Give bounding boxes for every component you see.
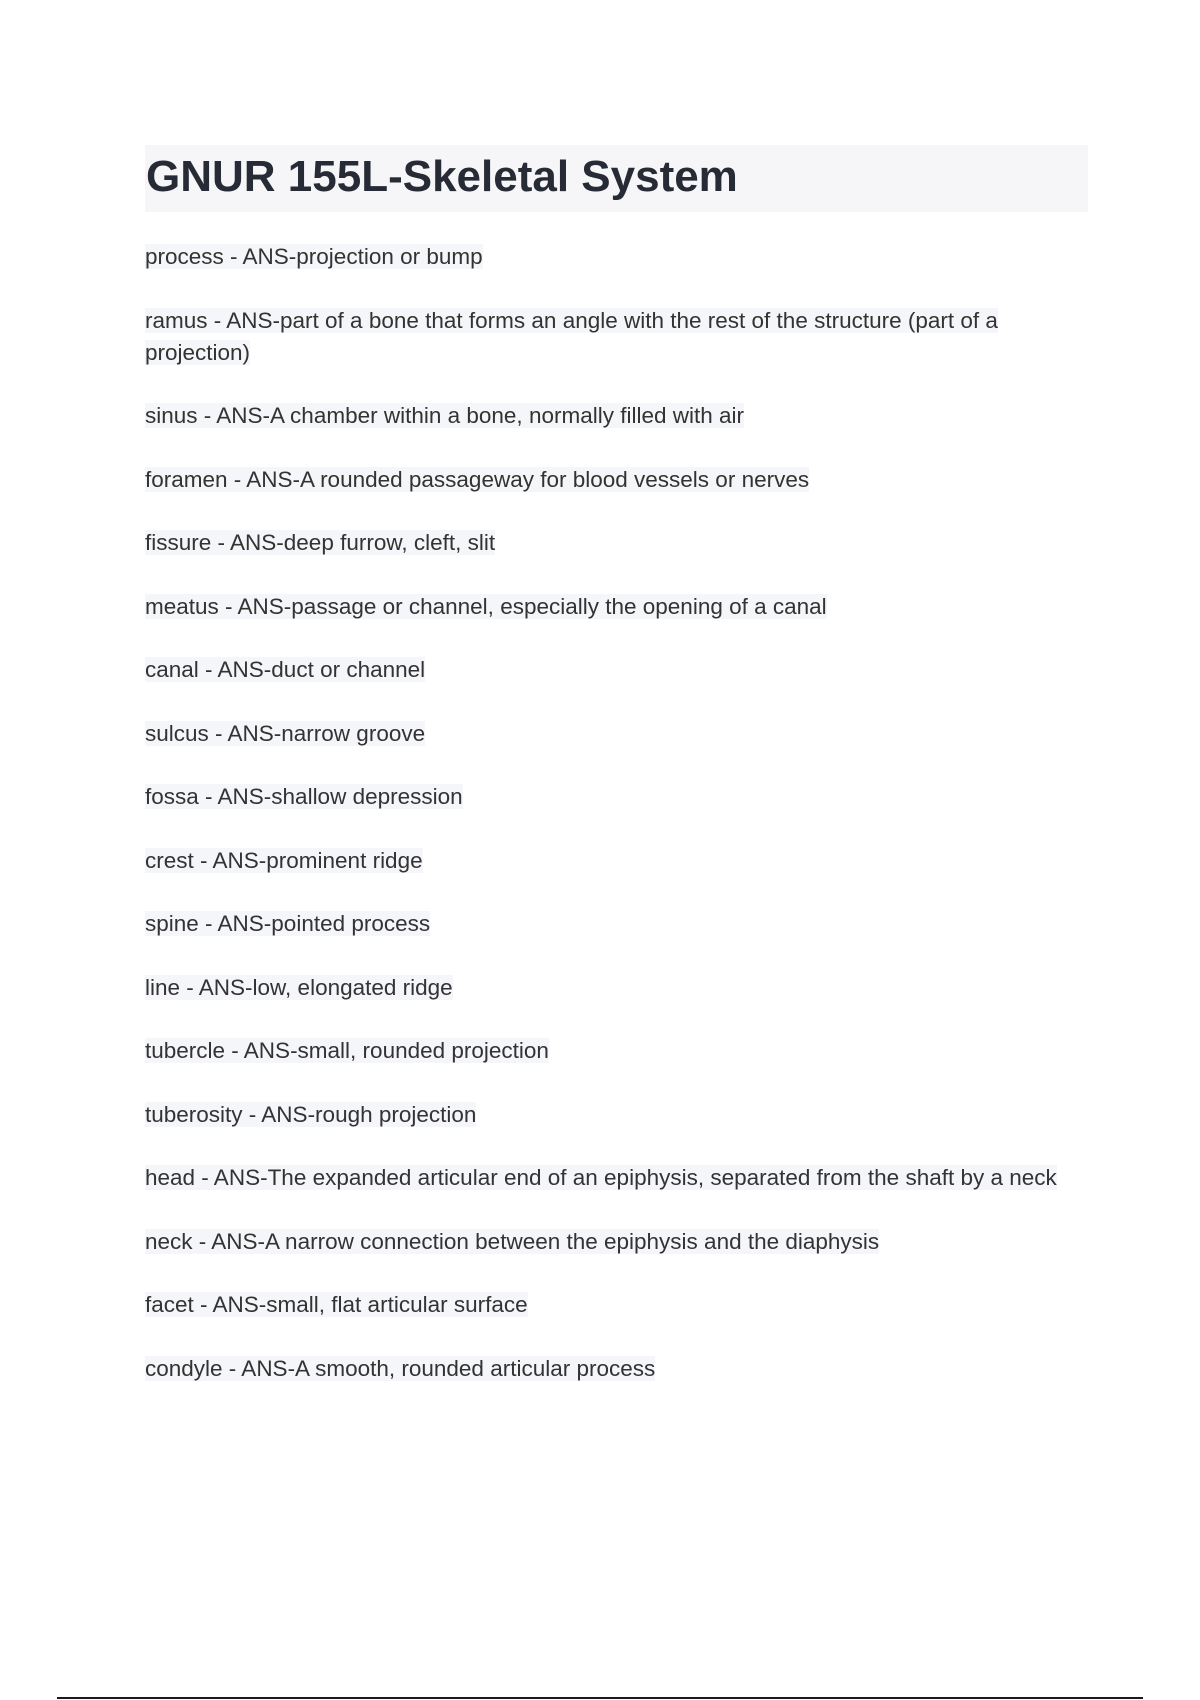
term-list bbox=[145, 241, 1085, 1416]
list-item bbox=[145, 1099, 1085, 1131]
term-definition: neck - ANS-A narrow connection between the epiphysis and the diaphysis bbox=[145, 1228, 880, 1254]
list-item bbox=[145, 1035, 1085, 1067]
list-item bbox=[145, 527, 1085, 559]
term-definition: head - ANS-The expanded articular end of an epiphysis, separated from the shaft by a neck bbox=[145, 1165, 1057, 1190]
term-definition: meatus - ANS-passage or channel, especially the opening of a canal bbox=[145, 593, 827, 619]
list-item bbox=[145, 1226, 1085, 1258]
term-definition: foramen - ANS-A rounded passageway for blood vessels or nerves bbox=[145, 466, 810, 492]
term-definition: spine - ANS-pointed process bbox=[145, 911, 431, 936]
list-item bbox=[145, 591, 1085, 623]
term-definition: crest - ANS-prominent ridge bbox=[145, 847, 423, 873]
list-item bbox=[145, 1289, 1085, 1321]
footer-divider bbox=[57, 1697, 1143, 1699]
term-definition: tuberosity - ANS-rough projection bbox=[145, 1101, 477, 1127]
list-item bbox=[145, 845, 1085, 877]
term-definition: line - ANS-low, elongated ridge bbox=[145, 974, 453, 1000]
list-item bbox=[145, 781, 1085, 813]
term-definition: ramus - ANS-part of a bone that forms an angle with the rest of the structure (part of a projection) bbox=[145, 307, 998, 365]
list-item bbox=[145, 908, 1085, 940]
list-item bbox=[145, 241, 1085, 273]
page-title: GNUR 155L-Skeletal System bbox=[146, 152, 738, 201]
term-definition: tubercle - ANS-small, rounded projection bbox=[145, 1038, 549, 1063]
list-item bbox=[145, 400, 1085, 432]
term-definition: fissure - ANS-deep furrow, cleft, slit bbox=[145, 530, 496, 555]
term-definition: facet - ANS-small, flat articular surface bbox=[145, 1292, 528, 1317]
list-item bbox=[145, 1162, 1085, 1194]
term-definition: sulcus - ANS-narrow groove bbox=[145, 720, 426, 746]
list-item bbox=[145, 972, 1085, 1004]
term-definition: fossa - ANS-shallow depression bbox=[145, 784, 463, 809]
list-item bbox=[145, 654, 1085, 686]
term-definition: sinus - ANS-A chamber within a bone, normally filled with air bbox=[145, 403, 745, 428]
list-item bbox=[145, 464, 1085, 496]
list-item bbox=[145, 718, 1085, 750]
term-definition: condyle - ANS-A smooth, rounded articular process bbox=[145, 1355, 656, 1381]
title-banner bbox=[145, 145, 1088, 212]
term-definition: canal - ANS-duct or channel bbox=[145, 657, 426, 682]
list-item bbox=[145, 305, 1085, 369]
term-definition: process - ANS-projection or bump bbox=[145, 244, 483, 269]
list-item bbox=[145, 1353, 1085, 1385]
